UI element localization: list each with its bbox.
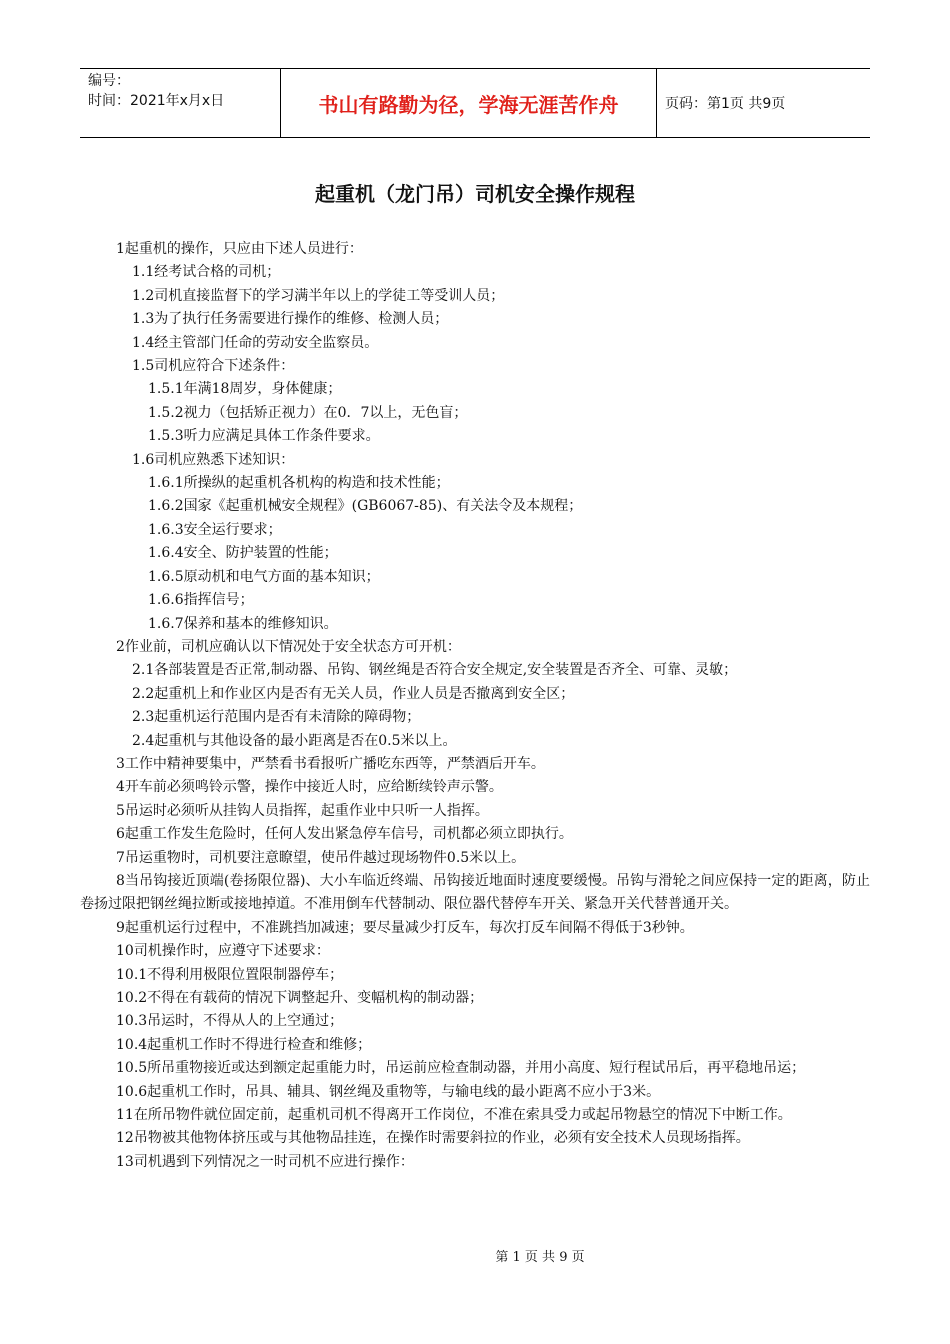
document-number-label: 编号： [88,73,130,89]
clause-line: 5吊运时必须听从挂钩人员指挥，起重作业中只听一人指挥。 [116,802,489,819]
clause-line: 1.6.3安全运行要求； [148,521,282,538]
document-title: 起重机（龙门吊）司机安全操作规程 [315,182,635,206]
clause-line: 10.3吊运时，不得从人的上空通过； [116,1013,344,1030]
clause-line: 2.1各部装置是否正常,制动器、吊钩、钢丝绳是否符合安全规定,安全装置是否齐全、可靠、灵敏； [132,662,738,679]
document-date: 时间：2021年x月x日 [88,93,225,109]
clause-line: 10.4起重机工作时不得进行检查和维修； [116,1036,372,1053]
clause-line: 1.6.4安全、防护装置的性能； [148,545,338,562]
clause-line: 1起重机的操作，只应由下述人员进行： [116,241,363,257]
header-motto: 书山有路勤为径，学海无涯苦作舟 [280,69,657,137]
clause-line: 10司机操作时，应遵守下述要求： [116,943,330,960]
clause-line: 7吊运重物时，司机要注意瞭望，使吊件越过现场物件0.5米以上。 [116,849,526,866]
page-header [80,68,870,138]
clause-line: 10.6起重机工作时，吊具、辅具、钢丝绳及重物等，与输电线的最小距离不应小于3米。 [116,1083,661,1100]
clause-line: 2作业前，司机应确认以下情况处于安全状态方可开机： [116,638,461,655]
clause-line: 1.4经主管部门任命的劳动安全监察员。 [132,334,379,351]
clause-line: 11在所吊物件就位固定前，起重机司机不得离开工作岗位，不准在索具受力或起吊物悬空的情况下中断工作。 [116,1107,792,1124]
clause-line: 9起重机运行过程中，不准跳挡加减速；要尽量减少打反车，每次打反车间隔不得低于3秒钟。 [116,919,694,936]
clause-line: 1.5.1年满18周岁，身体健康； [148,381,342,398]
clause-line: 10.2不得在有载荷的情况下调整起升、变幅机构的制动器； [116,990,484,1006]
clause-line: 1.6.2国家《起重机械安全规程》(GB6067-85)、有关法令及本规程； [148,498,583,515]
clause-line: 12吊物被其他物体挤压或与其他物品挂连，在操作时需要斜拉的作业，必须有安全技术人员现场指挥。 [116,1130,750,1147]
clause-line: 1.5.2视力（包括矫正视力）在0．7以上，无色盲； [148,404,468,421]
clause-line: 1.1经考试合格的司机； [132,264,281,281]
clause-line: 1.5.3听力应满足具体工作条件要求。 [148,428,380,445]
clause-line: 1.6.1所操纵的起重机各机构的构造和技术性能； [148,475,450,492]
clause-line: 1.6.7保养和基本的维修知识。 [148,615,338,632]
clause-line: 2.2起重机上和作业区内是否有无关人员，作业人员是否撤离到安全区； [132,685,575,702]
page-footer: 第 1 页 共 9 页 [495,1250,585,1265]
clause-line: 1.5司机应符合下述条件： [132,358,295,375]
clause-line: 1.6.6指挥信号； [148,592,254,609]
clause-line: 3工作中精神要集中，严禁看书看报听广播吃东西等，严禁酒后开车。 [116,755,545,772]
clause-line: 10.1不得利用极限位置限制器停车； [116,966,344,983]
header-page-info: 页码：第1页 共9页 [665,96,786,112]
clause-line: 4开车前必须鸣铃示警，操作中接近人时，应给断续铃声示警。 [116,779,503,796]
clause-line: 1.2司机直接监督下的学习满半年以上的学徒工等受训人员； [132,287,505,304]
clause-line: 1.6.5原动机和电气方面的基本知识； [148,568,380,585]
clause-line: 1.3为了执行任务需要进行操作的维修、检测人员； [132,311,449,328]
clause-line: 2.3起重机运行范围内是否有未清除的障碍物； [132,709,421,726]
clause-line: 13司机遇到下列情况之一时司机不应进行操作： [116,1153,414,1170]
document-body [80,238,870,1174]
header-meta [80,69,280,137]
clause-line: 8当吊钩接近顶端(卷扬限位器)、大小车临近终端、吊钩接近地面时速度要缓慢。吊钩与滑轮之间应保持一定的距离，防止卷扬过限把钢丝绳拉断或接地掉道。不准用倒车代替制动、限位器代替停车开关、紧急开关代替普通开关。 [80,872,870,913]
clause-line: 2.4起重机与其他设备的最小距离是否在0.5米以上。 [132,732,457,749]
clause-line: 10.5所吊重物接近或达到额定起重能力时，吊运前应检查制动器，并用小高度、短行程试吊后，再平稳地吊运； [116,1060,806,1077]
clause-line: 1.6司机应熟悉下述知识： [132,451,295,468]
clause-line: 6起重工作发生危险时，任何人发出紧急停车信号，司机都必须立即执行。 [116,826,573,843]
